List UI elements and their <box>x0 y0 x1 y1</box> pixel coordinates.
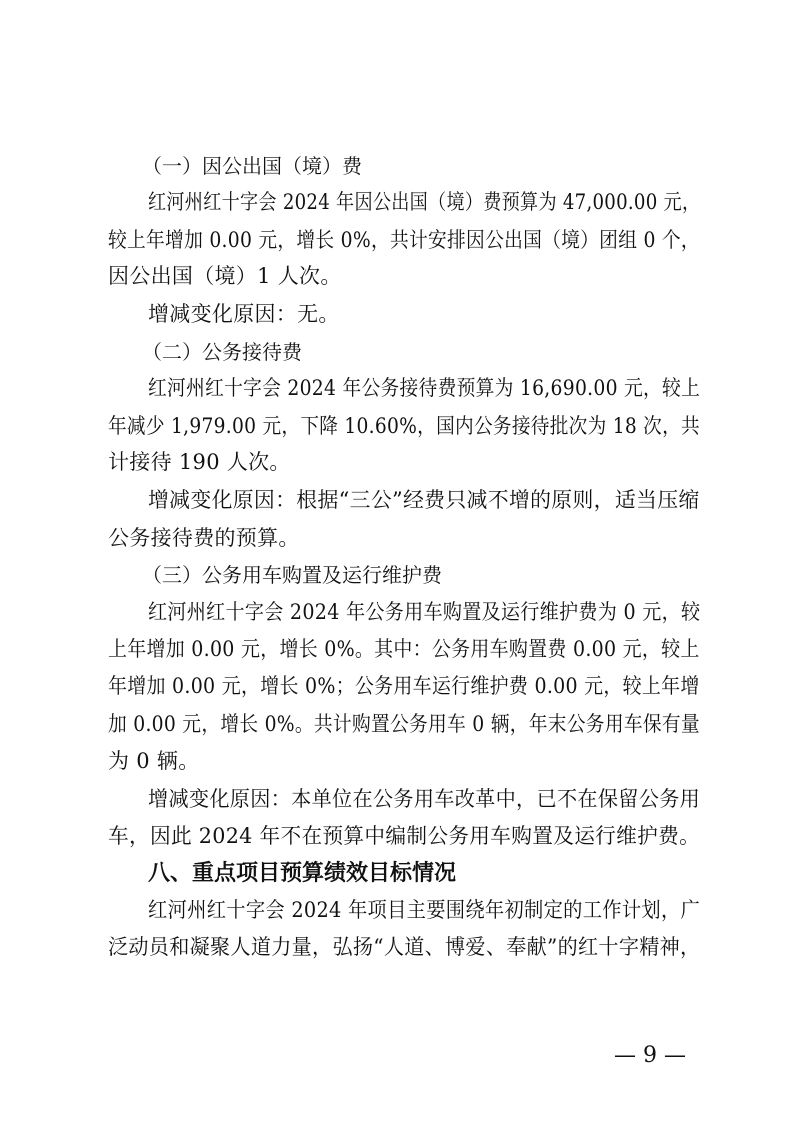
paragraph-line: 红河州红十字会 2024 年公务用车购置及运行维护费为 0 元，较 <box>148 600 701 624</box>
paragraph-line: 加 0.00 元，增长 0%。共计购置公务用车 0 辆，年末公务用车保有量 <box>108 712 700 736</box>
section-title-key-projects: 八、重点项目预算绩效目标情况 <box>148 861 457 886</box>
paragraph-line: 泛动员和凝聚人道力量，弘扬“人道、博爱、奉献”的红十字精神， <box>108 935 701 959</box>
paragraph-line: 红河州红十字会 2024 年因公出国（境）费预算为 47,000.00 元， <box>148 190 701 214</box>
heading-travel: （一）因公出国（境）费 <box>142 154 362 178</box>
paragraph-line: 为 0 辆。 <box>108 749 200 773</box>
reason-line: 公务接待费的预算。 <box>108 526 300 550</box>
paragraph-line: 计接待 190 人次。 <box>108 450 291 474</box>
reason-line: 增减变化原因：根据“三公”经费只减不增的原则，适当压缩 <box>148 488 700 512</box>
paragraph-line: 红河州红十字会 2024 年项目主要围绕年初制定的工作计划，广 <box>148 898 701 922</box>
paragraph-line: 上年增加 0.00 元，增长 0%。其中：公务用车购置费 0.00 元，较上 <box>108 637 700 661</box>
reason-line: 增减变化原因：本单位在公务用车改革中，已不在保留公务用 <box>148 787 701 811</box>
heading-reception: （二）公务接待费 <box>142 340 302 364</box>
paragraph-line: 红河州红十字会 2024 年公务接待费预算为 16,690.00 元，较上 <box>148 376 701 400</box>
heading-vehicle: （三）公务用车购置及运行维护费 <box>142 563 442 587</box>
paragraph-line: 因公出国（境）1 人次。 <box>108 264 342 288</box>
paragraph-line: 年减少 1,979.00 元，下降 10.60%，国内公务接待批次为 18 次，共 <box>108 414 700 438</box>
paragraph-line: 年增加 0.00 元，增长 0%；公务用车运行维护费 0.00 元，较上年增 <box>108 674 700 698</box>
page-number: — 9 — <box>614 1043 686 1068</box>
paragraph-line: 较上年增加 0.00 元，增长 0%，共计安排因公出国（境）团组 0 个， <box>108 228 700 252</box>
reason-line: 车，因此 2024 年不在预算中编制公务用车购置及运行维护费。 <box>108 824 701 848</box>
reason-line: 增减变化原因：无。 <box>148 302 340 326</box>
